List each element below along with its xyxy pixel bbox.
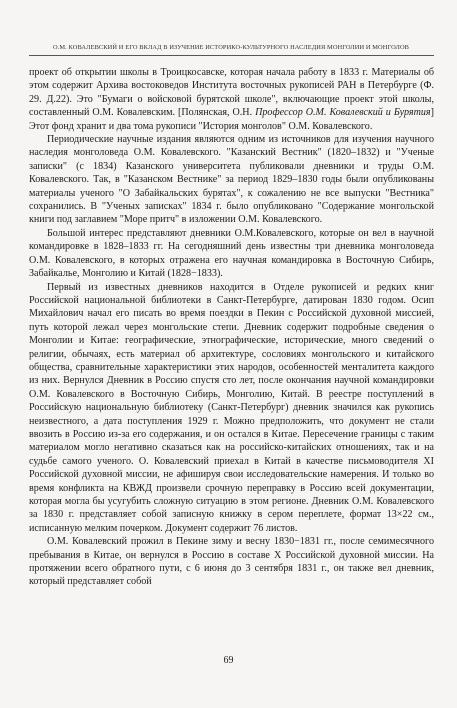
running-header: О.М. КОВАЛЕВСКИЙ И ЕГО ВКЛАД В ИЗУЧЕНИЕ ИСТОРИКО-КУЛЬТУРНОГО НАСЛЕДИЯ МОНГОЛИИ И МОНГОЛОВ	[52, 44, 410, 51]
paragraph-4: Первый из известных дневников находится в Отделе рукописей и редких книг Российской национальной библиотеки в Санкт-Петербурге, датирован 1830 годом. Осип Михайлович начал его писать во время поездки в Пекин с Российской духовной миссией, путь которой лежал через монгольские степи. Дневник содержит подробные сведения о Монголии и Китае: географические, этнографические, исторические, много сведений о религии, обычаях, есть материал об архитектуре, сословиях монгольского и китайского общества, сравнительные характеристики этих народов, особенностей менталитета каждого из них. Вернулся Дневник в Россию спустя сто лет, после окончания научной командировки О.М. Ковалевского в Восточную Сибирь, Монголию, Китай. В реестре поступлений в Российскую национальную библиотеку (Санкт-Петербург) дневник значился как рукопись неизвестного, а дата поступления 1929 г. Можно предположить, что документ не стали ввозить в Россию из-за его содержания, и он остался в Китае. Пересечение границы с таким материалом могло негативно сказаться как на российско-китайских отношениях, так и на судьбе самого ученого. О. Ковалевский приехал в Китай в качестве письмоводителя XI Российской духовной миссии, не афишируя свои исследовательские намерения. И только во время конфликта на КВЖД произвели срочную переправку в Россию всей документации, которая могла бы усугубить сложную ситуацию в этом регионе. Дневник О.М. Ковалевского за 1830 г. представляет собой записную книжку в сером переплете, формат 13×22 см., исписанную мелким почерком. Документ содержит 76 листов.	[29, 281, 434, 534]
page-number: 69	[223, 655, 234, 666]
paragraph-1	[29, 66, 434, 133]
paragraph-3: Большой интерес представляют дневники О.М.Ковалевского, которые он вел в научной командировке в 1828–1833 гг. На сегодняшний день известны три дневника монголоведа О.М. Ковалевского, в которых отражена его научная командировка в Восточную Сибирь, Забайкалье, Монголию и Китай (1828−1833).	[29, 227, 434, 280]
header-rule	[29, 55, 434, 56]
paragraph-1-part-2: ] Этот фонд хранит и два тома рукописи "История монголов" О.М. Ковалевского.	[29, 107, 434, 132]
paragraph-5: О.М. Ковалевский прожил в Пекине зиму и весну 1830−1831 гг., после семимесячного пребывания в Китае, он вернулся в Россию в составе X Российской духовной миссии. На протяжении всего обратного пути, с 6 июня до 3 сентября 1831 г., он также вел дневник, который представляет собой	[29, 536, 434, 588]
main-text	[29, 66, 434, 589]
paragraph-2: Периодические научные издания являются одним из источников для изучения научного наследия монголоведа О.М. Ковалевского. "Казанский Вестник" (1820–1832) и "Ученые записки" (с 1834) Казанского университета публиковали дневники и труды О.М. Ковалевского. Так, в "Казанском Вестнике" за период 1829–1830 годы были опубликованы материалы ученого "О Забайкальских бурятах", к сожалению не все выпуски "Вестника" сохранились. В "Ученых записках" 1834 г. было опубликовано "Содержание монгольской книги под заглавием "Море притч" в изложении О.М. Ковалевского.	[29, 134, 434, 226]
cited-title: Профессор О.М. Ковалевский и Бурятия	[255, 107, 431, 119]
paragraph-1-part-1: проект об открытии школы в Троицкосавске, которая начала работу в 1833 г. Материалы об этом содержит Архива востоковедов Института восточных рукописей РАН в Петербурге (Ф. 29. Д.22). Это "Бумаги о войсковой бурятской школе", включающие проект этой школы, составленный О.М. Ковалевским. [Полянская, О.Н.	[29, 67, 434, 119]
